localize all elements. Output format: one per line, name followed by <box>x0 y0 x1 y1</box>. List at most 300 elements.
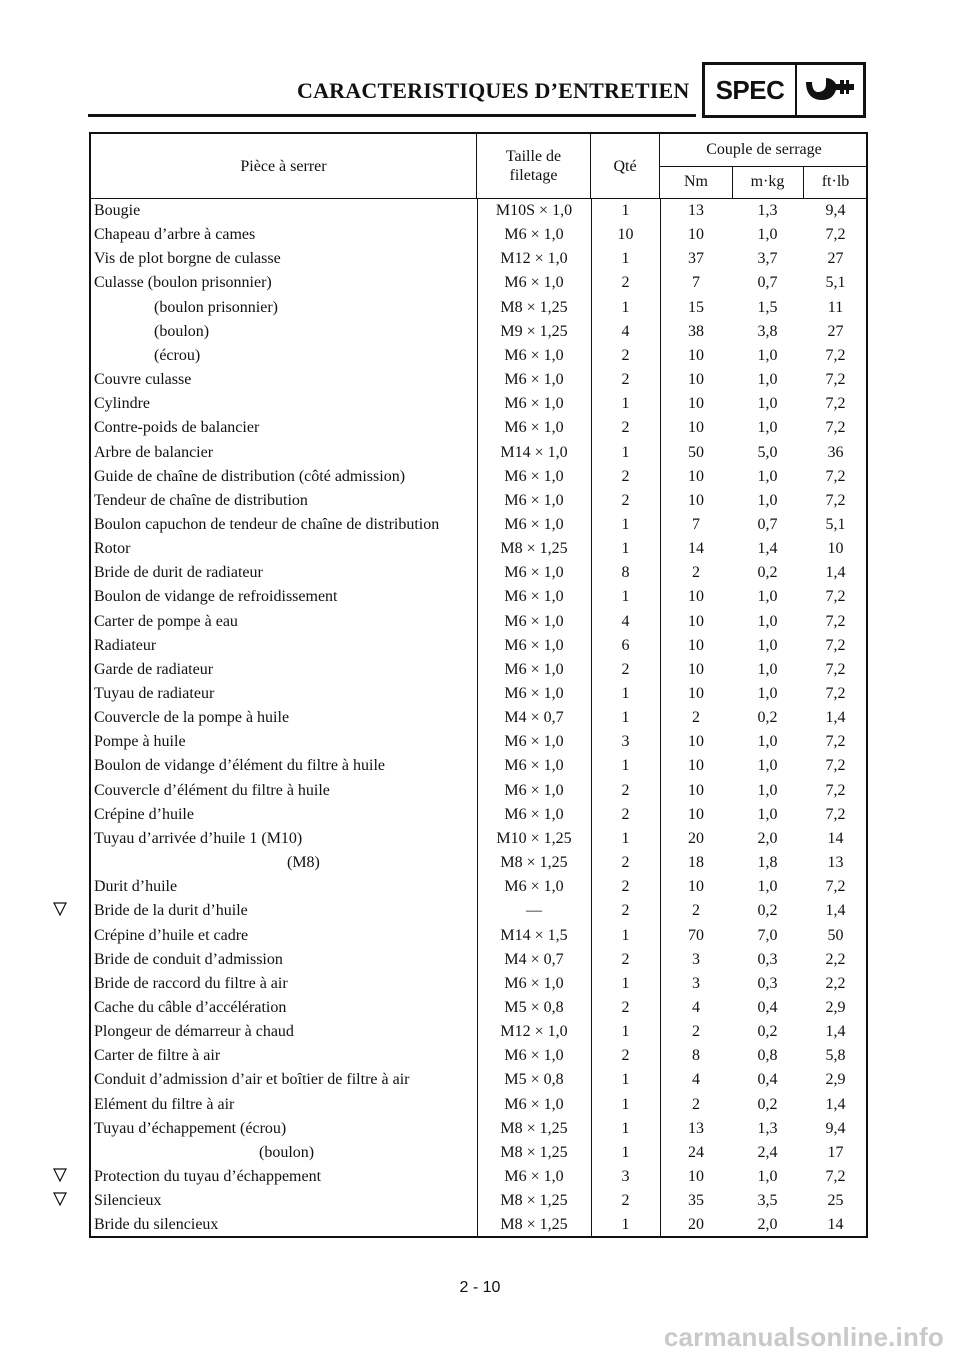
cell-qty: 1 <box>621 298 630 316</box>
cell-name: Conduit d’admission d’air et boîtier de filtre à air <box>94 1071 410 1089</box>
cell-qty: 1 <box>621 1095 630 1113</box>
cell-mkg: 1,0 <box>757 491 778 509</box>
cell-qty: 2 <box>621 950 630 968</box>
cell-mkg: 0,4 <box>757 1071 778 1089</box>
cell-name: Boulon capuchon de tendeur de chaîne de distribution <box>94 515 440 533</box>
table-row <box>91 827 866 851</box>
cell-nm: 10 <box>688 371 704 389</box>
cell-size: M6 × 1,0 <box>504 371 564 389</box>
cell-name: Bougie <box>94 202 141 219</box>
cell-qty: 1 <box>621 1216 630 1234</box>
cell-mkg: 0,3 <box>757 950 778 968</box>
cell-size: M6 × 1,0 <box>504 564 564 582</box>
cell-name: (boulon) <box>154 322 210 340</box>
cell-mkg: 1,0 <box>757 371 778 389</box>
table-row <box>91 392 866 416</box>
cell-name: Carter de pompe à eau <box>94 612 238 630</box>
cell-nm: 10 <box>688 781 704 799</box>
cell-qty: 3 <box>621 1168 630 1185</box>
cell-ftlb: 7,2 <box>825 1168 846 1185</box>
cell-nm: 4 <box>692 1071 700 1089</box>
cell-qty: 2 <box>621 467 630 485</box>
cell-qty: 1 <box>621 1119 630 1137</box>
table-row <box>91 441 866 465</box>
cell-nm: 7 <box>692 274 700 292</box>
cell-ftlb: 1,4 <box>825 1023 846 1041</box>
column-divider <box>660 198 661 1236</box>
cell-mkg: 0,8 <box>757 1047 778 1065</box>
cell-nm: 13 <box>688 202 704 219</box>
cell-nm: 10 <box>688 491 704 509</box>
triangle-marker-icon <box>53 1192 67 1206</box>
cell-mkg: 0,2 <box>757 1095 778 1113</box>
cell-nm: 14 <box>688 540 704 558</box>
cell-name: Tendeur de chaîne de distribution <box>94 491 308 509</box>
cell-name: Bride de durit de radiateur <box>94 564 263 582</box>
cell-ftlb: 2,2 <box>825 950 846 968</box>
cell-nm: 50 <box>688 443 704 461</box>
cell-nm: 18 <box>688 854 704 872</box>
cell-nm: 10 <box>688 467 704 485</box>
table-row <box>91 585 866 609</box>
cell-ftlb: 14 <box>827 829 844 847</box>
cell-name: Guide de chaîne de distribution (côté admission) <box>94 467 406 485</box>
table-row <box>91 730 866 754</box>
cell-size: M6 × 1,0 <box>504 226 564 244</box>
cell-mkg: 1,0 <box>757 636 778 654</box>
cell-nm: 8 <box>692 1047 700 1065</box>
cell-nm: 10 <box>688 757 704 775</box>
cell-mkg: 1,0 <box>757 733 778 751</box>
cell-ftlb: 36 <box>827 443 844 461</box>
cell-name: Cylindre <box>94 395 150 413</box>
watermark: carmanualsonline.info <box>663 1322 944 1352</box>
cell-qty: 2 <box>621 274 630 292</box>
cell-ftlb: 7,2 <box>825 757 846 775</box>
cell-size: M4 × 0,7 <box>504 709 564 727</box>
cell-ftlb: 5,8 <box>825 1047 846 1065</box>
cell-qty: 1 <box>621 202 630 219</box>
cell-mkg: 1,0 <box>757 781 778 799</box>
cell-size: M6 × 1,0 <box>504 419 564 437</box>
cell-size: M14 × 1,5 <box>500 926 568 944</box>
title-underline <box>88 114 696 117</box>
cell-mkg: 0,2 <box>757 1023 778 1041</box>
table-row <box>91 344 866 368</box>
cell-nm: 10 <box>688 346 704 364</box>
cell-nm: 20 <box>688 829 704 847</box>
table-row <box>91 1165 866 1189</box>
cell-mkg: 0,2 <box>757 902 778 920</box>
cell-qty: 2 <box>621 781 630 799</box>
cell-qty: 2 <box>621 1192 630 1210</box>
cell-size: M6 × 1,0 <box>504 733 564 751</box>
cell-nm: 10 <box>688 588 704 606</box>
cell-name: Tuyau d’arrivée d’huile 1 (M10) <box>94 829 303 847</box>
cell-name: Cache du câble d’accélération <box>94 998 287 1016</box>
cell-ftlb: 7,2 <box>825 491 846 509</box>
cell-size: M8 × 1,25 <box>500 298 568 316</box>
table-row <box>91 875 866 899</box>
cell-name: Couvercle de la pompe à huile <box>94 709 290 727</box>
cell-nm: 10 <box>688 685 704 702</box>
cell-qty: 2 <box>621 419 630 437</box>
cell-nm: 4 <box>692 998 700 1016</box>
cell-mkg: 1,3 <box>757 1119 778 1137</box>
table-row <box>91 1213 866 1237</box>
cell-mkg: 3,5 <box>757 1192 778 1210</box>
col-header-mkg: m·kg <box>750 173 785 190</box>
cell-size: M6 × 1,0 <box>504 395 564 413</box>
cell-mkg: 0,2 <box>757 564 778 582</box>
cell-mkg: 2,0 <box>757 829 778 847</box>
cell-name: Couvre culasse <box>94 371 192 389</box>
cell-nm: 10 <box>688 612 704 630</box>
cell-qty: 1 <box>621 250 630 268</box>
cell-qty: 2 <box>621 1047 630 1065</box>
cell-mkg: 1,0 <box>757 878 778 896</box>
cell-name: Silencieux <box>94 1192 162 1210</box>
cell-mkg: 1,0 <box>757 660 778 678</box>
table-row <box>91 320 866 344</box>
table-row <box>91 682 866 706</box>
torque-table <box>89 132 868 1238</box>
cell-name: (M8) <box>287 854 320 872</box>
page-number: 2 - 10 <box>459 1279 501 1296</box>
cell-name: Bride du silencieux <box>94 1216 219 1234</box>
cell-qty: 1 <box>621 588 630 606</box>
cell-ftlb: 7,2 <box>825 395 846 413</box>
cell-ftlb: 7,2 <box>825 419 846 437</box>
cell-nm: 10 <box>688 660 704 678</box>
table-row <box>91 754 866 778</box>
cell-size: M8 × 1,25 <box>500 1143 568 1161</box>
cell-mkg: 1,0 <box>757 395 778 413</box>
cell-ftlb: 7,2 <box>825 636 846 654</box>
cell-name: (boulon prisonnier) <box>154 298 278 316</box>
table-row <box>91 368 866 392</box>
cell-nm: 2 <box>692 1095 700 1113</box>
cell-size: M6 × 1,0 <box>504 1095 564 1113</box>
cell-qty: 2 <box>621 371 630 389</box>
cell-ftlb: 10 <box>827 540 844 558</box>
cell-nm: 24 <box>688 1143 704 1161</box>
cell-ftlb: 7,2 <box>825 467 846 485</box>
cell-mkg: 0,4 <box>757 998 778 1016</box>
table-row <box>91 924 866 948</box>
table-row <box>91 1093 866 1117</box>
cell-ftlb: 2,2 <box>825 974 846 992</box>
cell-name: Pompe à huile <box>94 733 186 751</box>
table-row <box>91 803 866 827</box>
cell-nm: 15 <box>688 298 704 316</box>
cell-ftlb: 27 <box>827 322 844 340</box>
cell-ftlb: 13 <box>827 854 844 872</box>
table-row <box>91 1117 866 1141</box>
cell-size: M6 × 1,0 <box>504 805 564 823</box>
header-divider <box>803 166 804 198</box>
cell-name: Couvercle d’élément du filtre à huile <box>94 781 330 799</box>
cell-mkg: 1,0 <box>757 467 778 485</box>
cell-nm: 3 <box>692 950 700 968</box>
cell-ftlb: 1,4 <box>825 564 846 582</box>
cell-nm: 10 <box>688 1168 704 1185</box>
cell-qty: 1 <box>621 1023 630 1041</box>
cell-name: Carter de filtre à air <box>94 1047 221 1065</box>
cell-size: M9 × 1,25 <box>500 322 568 340</box>
table-row <box>91 1189 866 1213</box>
wrench-icon <box>797 65 863 115</box>
cell-qty: 4 <box>621 612 630 630</box>
cell-qty: 3 <box>621 733 630 751</box>
cell-nm: 10 <box>688 419 704 437</box>
cell-name: Plongeur de démarreur à chaud <box>94 1023 294 1041</box>
cell-ftlb: 9,4 <box>825 1119 846 1137</box>
table-row <box>91 634 866 658</box>
cell-size: M8 × 1,25 <box>500 1192 568 1210</box>
cell-mkg: 1,3 <box>757 202 778 219</box>
table-row <box>91 489 866 513</box>
cell-size: M14 × 1,0 <box>500 443 568 461</box>
cell-qty: 8 <box>621 564 630 582</box>
cell-size: M6 × 1,0 <box>504 467 564 485</box>
cell-ftlb: 25 <box>827 1192 844 1210</box>
cell-qty: 1 <box>621 443 630 461</box>
cell-size: M6 × 1,0 <box>504 274 564 292</box>
page-title: CARACTERISTIQUES D’ENTRETIEN <box>297 78 690 103</box>
cell-qty: 6 <box>621 636 630 654</box>
cell-mkg: 1,0 <box>757 685 778 702</box>
triangle-marker-icon <box>53 902 67 916</box>
col-header-qty: Qté <box>591 134 660 198</box>
cell-qty: 1 <box>621 395 630 413</box>
cell-qty: 4 <box>621 322 630 340</box>
table-row <box>91 223 866 247</box>
table-row <box>91 779 866 803</box>
table-row <box>91 1020 866 1044</box>
cell-name: Boulon de vidange de refroidissement <box>94 588 338 606</box>
cell-qty: 1 <box>621 709 630 727</box>
cell-mkg: 1,0 <box>757 612 778 630</box>
cell-size: M6 × 1,0 <box>504 612 564 630</box>
cell-name: Tuyau d’échappement (écrou) <box>94 1119 287 1137</box>
cell-name: (boulon) <box>259 1143 315 1161</box>
cell-size: M12 × 1,0 <box>500 250 568 268</box>
table-row <box>91 996 866 1020</box>
cell-qty: 1 <box>621 515 630 533</box>
cell-size: — <box>526 902 542 920</box>
cell-mkg: 1,0 <box>757 805 778 823</box>
cell-nm: 2 <box>692 564 700 582</box>
cell-name: Crépine d’huile et cadre <box>94 926 249 944</box>
cell-qty: 2 <box>621 805 630 823</box>
cell-nm: 13 <box>688 1119 704 1137</box>
cell-mkg: 1,0 <box>757 1168 778 1185</box>
table-row <box>91 1044 866 1068</box>
cell-size: M5 × 0,8 <box>504 1071 564 1089</box>
cell-size: M6 × 1,0 <box>504 660 564 678</box>
cell-mkg: 1,5 <box>757 298 778 316</box>
cell-mkg: 7,0 <box>757 926 778 944</box>
cell-nm: 10 <box>688 878 704 896</box>
table-row <box>91 851 866 875</box>
cell-size: M6 × 1,0 <box>504 515 564 533</box>
header-divider <box>732 166 733 198</box>
cell-mkg: 1,0 <box>757 419 778 437</box>
cell-size: M6 × 1,0 <box>504 781 564 799</box>
cell-nm: 10 <box>688 733 704 751</box>
cell-mkg: 1,0 <box>757 346 778 364</box>
cell-nm: 10 <box>688 636 704 654</box>
cell-ftlb: 7,2 <box>825 781 846 799</box>
table-row <box>91 271 866 295</box>
cell-ftlb: 50 <box>827 926 844 944</box>
cell-name: Protection du tuyau d’échappement <box>94 1168 322 1185</box>
cell-ftlb: 7,2 <box>825 685 846 702</box>
cell-ftlb: 7,2 <box>825 588 846 606</box>
cell-qty: 1 <box>621 1071 630 1089</box>
table-header <box>91 134 866 199</box>
cell-mkg: 1,0 <box>757 757 778 775</box>
cell-mkg: 2,0 <box>757 1216 778 1234</box>
cell-name: Radiateur <box>94 636 157 654</box>
cell-qty: 2 <box>621 902 630 920</box>
cell-name: Elément du filtre à air <box>94 1095 235 1113</box>
cell-size: M8 × 1,25 <box>500 1119 568 1137</box>
cell-qty: 1 <box>621 540 630 558</box>
cell-ftlb: 1,4 <box>825 709 846 727</box>
cell-size: M8 × 1,25 <box>500 540 568 558</box>
spec-label: SPEC <box>705 65 797 115</box>
cell-ftlb: 9,4 <box>825 202 846 219</box>
spec-badge <box>702 62 866 118</box>
cell-mkg: 3,7 <box>757 250 778 268</box>
cell-size: M6 × 1,0 <box>504 974 564 992</box>
cell-ftlb: 7,2 <box>825 371 846 389</box>
cell-nm: 70 <box>688 926 704 944</box>
cell-ftlb: 14 <box>827 1216 844 1234</box>
cell-size: M6 × 1,0 <box>504 588 564 606</box>
cell-nm: 2 <box>692 709 700 727</box>
table-row <box>91 416 866 440</box>
cell-qty: 1 <box>621 926 630 944</box>
table-row <box>91 948 866 972</box>
table-row <box>91 972 866 996</box>
cell-mkg: 1,0 <box>757 588 778 606</box>
cell-size: M6 × 1,0 <box>504 346 564 364</box>
column-divider <box>477 198 478 1236</box>
cell-ftlb: 5,1 <box>825 274 846 292</box>
cell-size: M10S × 1,0 <box>495 202 573 219</box>
cell-ftlb: 7,2 <box>825 660 846 678</box>
cell-mkg: 2,4 <box>757 1143 778 1161</box>
cell-nm: 2 <box>692 1023 700 1041</box>
cell-nm: 3 <box>692 974 700 992</box>
cell-size: M6 × 1,0 <box>504 685 564 702</box>
cell-mkg: 1,4 <box>757 540 778 558</box>
cell-name: Garde de radiateur <box>94 660 214 678</box>
cell-ftlb: 17 <box>827 1143 844 1161</box>
table-row <box>91 247 866 271</box>
cell-name: Bride de conduit d’admission <box>94 950 283 968</box>
cell-ftlb: 11 <box>827 298 844 316</box>
cell-ftlb: 7,2 <box>825 733 846 751</box>
cell-mkg: 3,8 <box>757 322 778 340</box>
cell-nm: 10 <box>688 805 704 823</box>
col-header-ftlb: ft·lb <box>821 173 850 190</box>
cell-ftlb: 5,1 <box>825 515 846 533</box>
cell-size: M12 × 1,0 <box>500 1023 568 1041</box>
table-row <box>91 658 866 682</box>
table-row <box>91 561 866 585</box>
cell-ftlb: 2,9 <box>825 998 846 1016</box>
cell-qty: 2 <box>621 854 630 872</box>
col-header-part: Pièce à serrer <box>91 134 477 198</box>
cell-name: Durit d’huile <box>94 878 178 896</box>
cell-size: M6 × 1,0 <box>504 636 564 654</box>
table-row <box>91 899 866 923</box>
cell-qty: 1 <box>621 1143 630 1161</box>
cell-qty: 1 <box>621 685 630 702</box>
cell-size: M6 × 1,0 <box>504 878 564 896</box>
cell-name: Vis de plot borgne de culasse <box>94 250 281 268</box>
cell-name: Bride de la durit d’huile <box>94 902 248 920</box>
table-row <box>91 1141 866 1165</box>
cell-nm: 10 <box>688 226 704 244</box>
cell-size: M6 × 1,0 <box>504 1168 564 1185</box>
cell-mkg: 0,3 <box>757 974 778 992</box>
cell-ftlb: 1,4 <box>825 902 846 920</box>
cell-name: Chapeau d’arbre à cames <box>94 226 256 244</box>
cell-size: M6 × 1,0 <box>504 491 564 509</box>
col-header-torque: Couple de serrage <box>706 141 822 158</box>
cell-size: M10 × 1,25 <box>496 829 572 847</box>
cell-qty: 10 <box>617 226 634 244</box>
cell-name: Crépine d’huile <box>94 805 194 823</box>
cell-ftlb: 27 <box>827 250 844 268</box>
cell-mkg: 0,2 <box>757 709 778 727</box>
cell-mkg: 0,7 <box>757 274 778 292</box>
cell-qty: 1 <box>621 974 630 992</box>
table-row <box>91 513 866 537</box>
cell-ftlb: 2,9 <box>825 1071 846 1089</box>
table-row <box>91 199 866 223</box>
cell-qty: 2 <box>621 346 630 364</box>
cell-size: M6 × 1,0 <box>504 1047 564 1065</box>
cell-qty: 2 <box>621 660 630 678</box>
cell-name: Boulon de vidange d’élément du filtre à huile <box>94 757 386 775</box>
cell-nm: 37 <box>688 250 704 268</box>
cell-name: Culasse (boulon prisonnier) <box>94 274 272 292</box>
cell-ftlb: 7,2 <box>825 346 846 364</box>
table-row <box>91 296 866 320</box>
table-row <box>91 465 866 489</box>
triangle-marker-icon <box>53 1168 67 1182</box>
table-row <box>91 706 866 730</box>
cell-nm: 2 <box>692 902 700 920</box>
table-row <box>91 537 866 561</box>
cell-qty: 2 <box>621 998 630 1016</box>
cell-nm: 38 <box>688 322 704 340</box>
col-header-thread: Taille de filetage <box>477 134 591 198</box>
cell-name: Arbre de balancier <box>94 443 214 461</box>
cell-name: Bride de raccord du filtre à air <box>94 974 288 992</box>
cell-nm: 7 <box>692 515 700 533</box>
cell-name: Contre-poids de balancier <box>94 419 260 437</box>
cell-name: (écrou) <box>154 346 201 364</box>
cell-qty: 2 <box>621 878 630 896</box>
cell-mkg: 1,8 <box>757 854 778 872</box>
